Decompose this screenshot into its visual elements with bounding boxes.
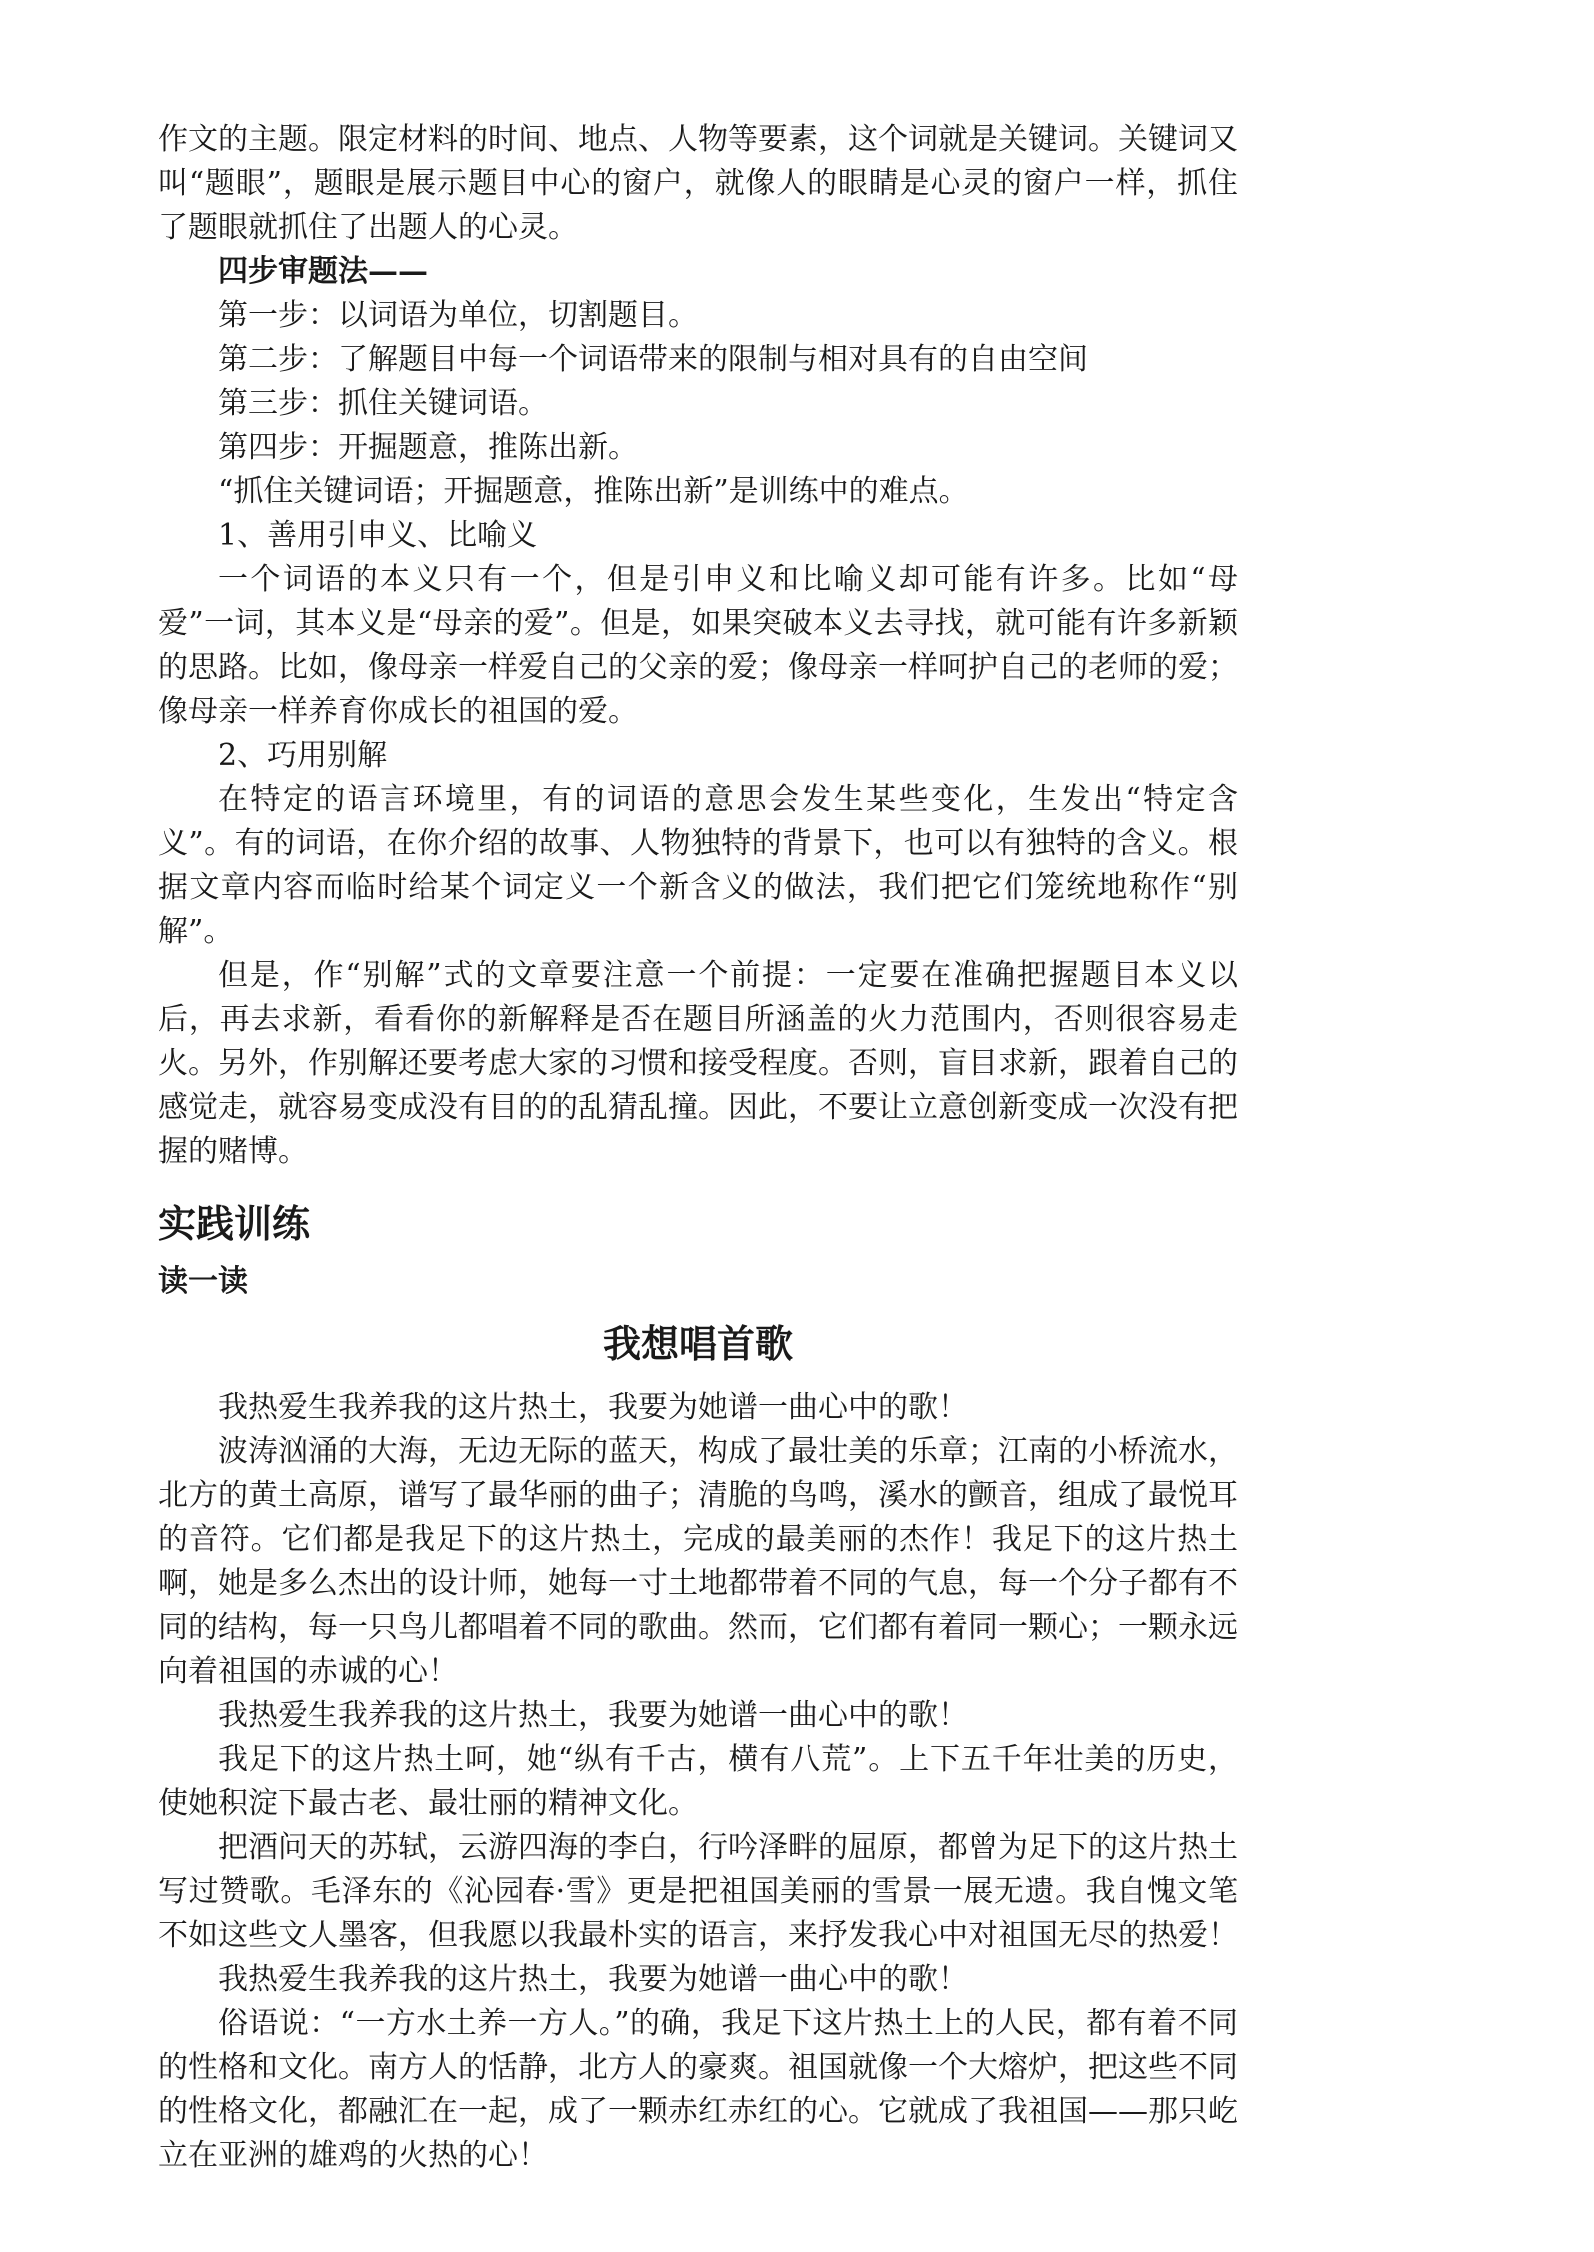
method-title: 四步审题法—— xyxy=(218,254,428,289)
practice-heading: 实践训练 xyxy=(158,1202,311,1246)
essay-paragraph: 我热爱生我养我的这片热土，我要为她谱一曲心中的歌！ xyxy=(218,1390,968,1425)
essay-paragraph: 我热爱生我养我的这片热土，我要为她谱一曲心中的歌！ xyxy=(218,1962,968,1997)
step-2: 第二步：了解题目中每一个词语带来的限制与相对具有的自由空间 xyxy=(218,342,1088,377)
essay-paragraph: 波涛汹涌的大海，无边无际的蓝天，构成了最壮美的乐章；江南的小桥流水，北方的黄土高原，谱写了最华丽的曲子；清脆的鸟鸣，溪水的颤音，组成了最悦耳的音符。它们都是我足下的这片热土，完成的最美丽的杰作！我足下的这片热土啊，她是多么杰出的设计师，她每一寸土地都带着不同的气息，每一个分子都有不同的结构，每一只鸟儿都唱着不同的歌曲。然而，它们都有着同一颗心；一颗永远向着祖国的赤诚的心！ xyxy=(158,1434,1238,1689)
read-subheading: 读一读 xyxy=(158,1264,248,1299)
step-4: 第四步：开掘题意，推陈出新。 xyxy=(218,430,638,465)
essay-paragraph: 把酒问天的苏轼，云游四海的李白，行吟泽畔的屈原，都曾为足下的这片热土写过赞歌。毛泽东的《沁园春·雪》更是把祖国美丽的雪景一展无遗。我自愧文笔不如这些文人墨客，但我愿以我最朴实的语言，来抒发我心中对祖国无尽的热爱！ xyxy=(158,1830,1238,1953)
tip-1-title: 1、善用引申义、比喻义 xyxy=(218,518,538,553)
document-page xyxy=(158,118,1238,2178)
difficulty-note: “抓住关键词语；开掘题意，推陈出新”是训练中的难点。 xyxy=(218,474,969,509)
essay-paragraph: 我热爱生我养我的这片热土，我要为她谱一曲心中的歌！ xyxy=(218,1698,968,1733)
step-3: 第三步：抓住关键词语。 xyxy=(218,386,548,421)
step-1: 第一步：以词语为单位，切割题目。 xyxy=(218,298,698,333)
essay-paragraph: 俗语说：“一方水土养一方人。”的确，我足下这片热土上的人民，都有着不同的性格和文化。南方人的恬静，北方人的豪爽。祖国就像一个大熔炉，把这些不同的性格文化，都融汇在一起，成了一颗赤红赤红的心。它就成了我祖国——那只屹立在亚洲的雄鸡的火热的心！ xyxy=(158,2006,1238,2173)
essay-title: 我想唱首歌 xyxy=(602,1322,793,1366)
tip-2-title: 2、巧用别解 xyxy=(218,738,388,773)
tip-1-body: 一个词语的本义只有一个，但是引申义和比喻义却可能有许多。比如“母爱”一词，其本义是“母亲的爱”。但是，如果突破本义去寻找，就可能有许多新颖的思路。比如，像母亲一样爱自己的父亲的爱；像母亲一样呵护自己的老师的爱；像母亲一样养育你成长的祖国的爱。 xyxy=(158,562,1238,729)
caution-paragraph: 但是，作“别解”式的文章要注意一个前提：一定要在准确把握题目本义以后，再去求新，看看你的新解释是否在题目所涵盖的火力范围内，否则很容易走火。另外，作别解还要考虑大家的习惯和接受程度。否则，盲目求新，跟着自己的感觉走，就容易变成没有目的的乱猜乱撞。因此，不要让立意创新变成一次没有把握的赌博。 xyxy=(158,958,1238,1169)
intro-paragraph: 作文的主题。限定材料的时间、地点、人物等要素，这个词就是关键词。关键词又叫“题眼”，题眼是展示题目中心的窗户，就像人的眼睛是心灵的窗户一样，抓住了题眼就抓住了出题人的心灵。 xyxy=(158,122,1238,245)
essay-paragraph: 我足下的这片热土呵，她“纵有千古，横有八荒”。上下五千年壮美的历史，使她积淀下最古老、最壮丽的精神文化。 xyxy=(158,1742,1238,1821)
tip-2-body: 在特定的语言环境里，有的词语的意思会发生某些变化，生发出“特定含义”。有的词语，在你介绍的故事、人物独特的背景下，也可以有独特的含义。根据文章内容而临时给某个词定义一个新含义的做法，我们把它们笼统地称作“别解”。 xyxy=(158,782,1238,949)
